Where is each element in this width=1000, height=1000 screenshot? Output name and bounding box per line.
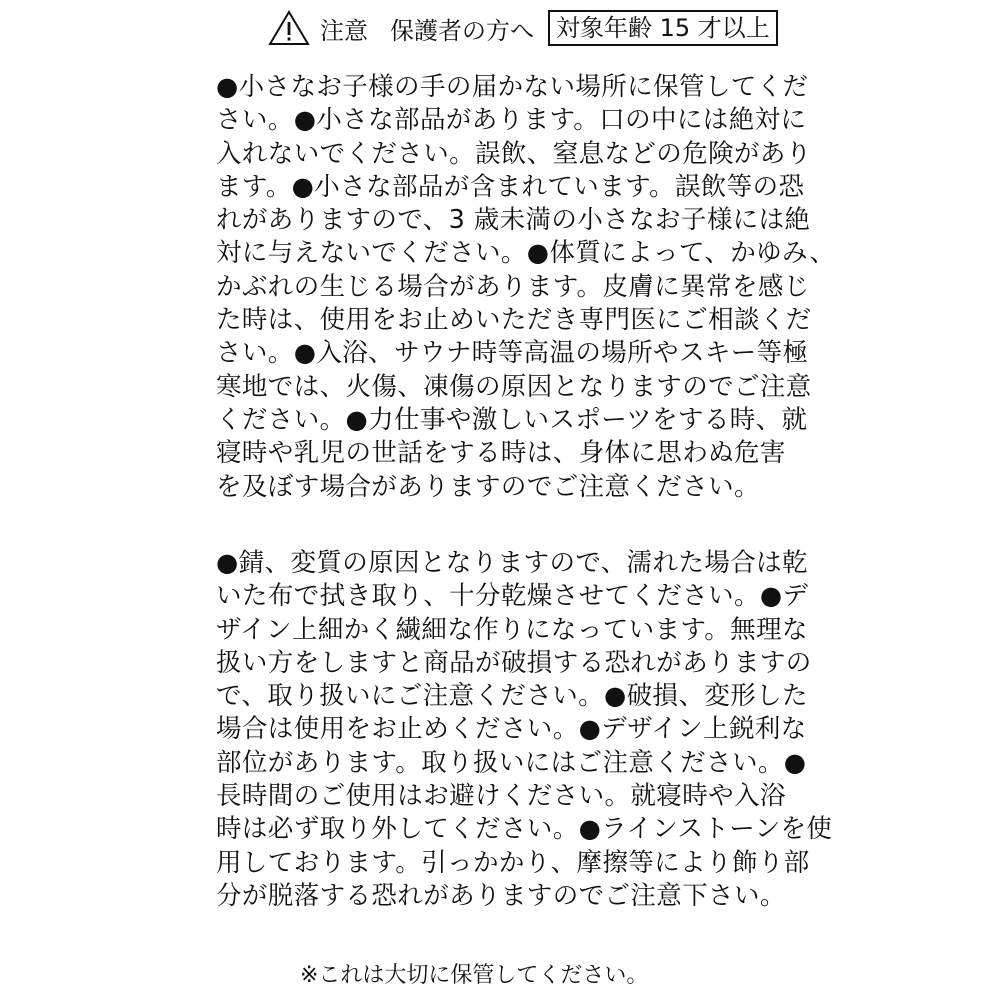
- paragraph-line: ます。●小さな部品が含まれています。誤飲等の恐: [216, 171, 805, 202]
- paragraph-line: いた布で拭き取り、十分乾燥させてください。●デ: [216, 581, 809, 612]
- paragraph-line: を及ぼす場合がありますのでご注意ください。: [216, 471, 760, 502]
- caution-paragraph-1: [216, 71, 856, 504]
- paragraph-line: 寒地では、火傷、凍傷の原因となりますのでご注意: [216, 371, 812, 402]
- paragraph-line: 長時間のご使用はお避けください。就寝時や入浴: [216, 781, 786, 812]
- paragraph-line: 寝時や乳児の世話をする時は、身体に思わぬ危害: [216, 438, 786, 469]
- paragraph-line: ●小さなお子様の手の届かない場所に保管してくだ: [216, 72, 809, 102]
- warning-triangle-icon: [268, 10, 310, 46]
- paragraph-line: ください。●力仕事や激しいスポーツをする時、就: [216, 404, 808, 435]
- paragraph-line: ●錆、変質の原因となりますので、濡れた場合は乾: [216, 548, 808, 578]
- caution-header: [268, 8, 778, 48]
- paragraph-line: 時は必ず取り外してください。●ラインストーンを使: [216, 814, 833, 845]
- paragraph-line: 扱い方をしますと商品が破損する恐れがありますの: [216, 647, 812, 678]
- paragraph-line: 入れないでください。誤飲、窒息などの危険があり: [216, 138, 812, 169]
- storage-footnote: ※これは大切に保管してください。: [300, 963, 649, 988]
- paragraph-line: 用しております。引っかかり、摩擦等により飾り部: [216, 847, 810, 878]
- paragraph-line: 対に与えないでください。●体質によって、かゆみ、: [216, 238, 836, 269]
- caution-paragraph-2: [216, 547, 856, 913]
- paragraph-line: れがありますので、3 歳未満の小さなお子様には絶: [216, 205, 811, 236]
- age-notice-box: 対象年齢 15 才以上: [548, 10, 778, 46]
- paragraph-line: で、取り扱いにご注意ください。●破損、変形した: [216, 681, 808, 712]
- warning-label: 注意: [320, 16, 368, 45]
- paragraph-line: さい。●入浴、サウナ時等高温の場所やスキー等極: [216, 338, 809, 369]
- paragraph-line: 場合は使用をお止めください。●デザイン上鋭利な: [216, 714, 807, 745]
- paragraph-line: さい。●小さな部品があります。口の中には絶対に: [216, 105, 807, 136]
- paragraph-line: 分が脱落する恐れがありますのでご注意下さい。: [216, 880, 786, 911]
- paragraph-line: た時は、使用をお止めいただき専門医にご相談くだ: [216, 305, 812, 336]
- paragraph-line: かぶれの生じる場合があります。皮膚に異常を感じ: [216, 271, 810, 302]
- paragraph-line: ザイン上細かく繊細な作りになっています。無理な: [216, 614, 808, 645]
- audience-label: 保護者の方へ: [390, 16, 534, 45]
- paragraph-line: 部位があります。取り扱いにはご注意ください。●: [216, 747, 807, 778]
